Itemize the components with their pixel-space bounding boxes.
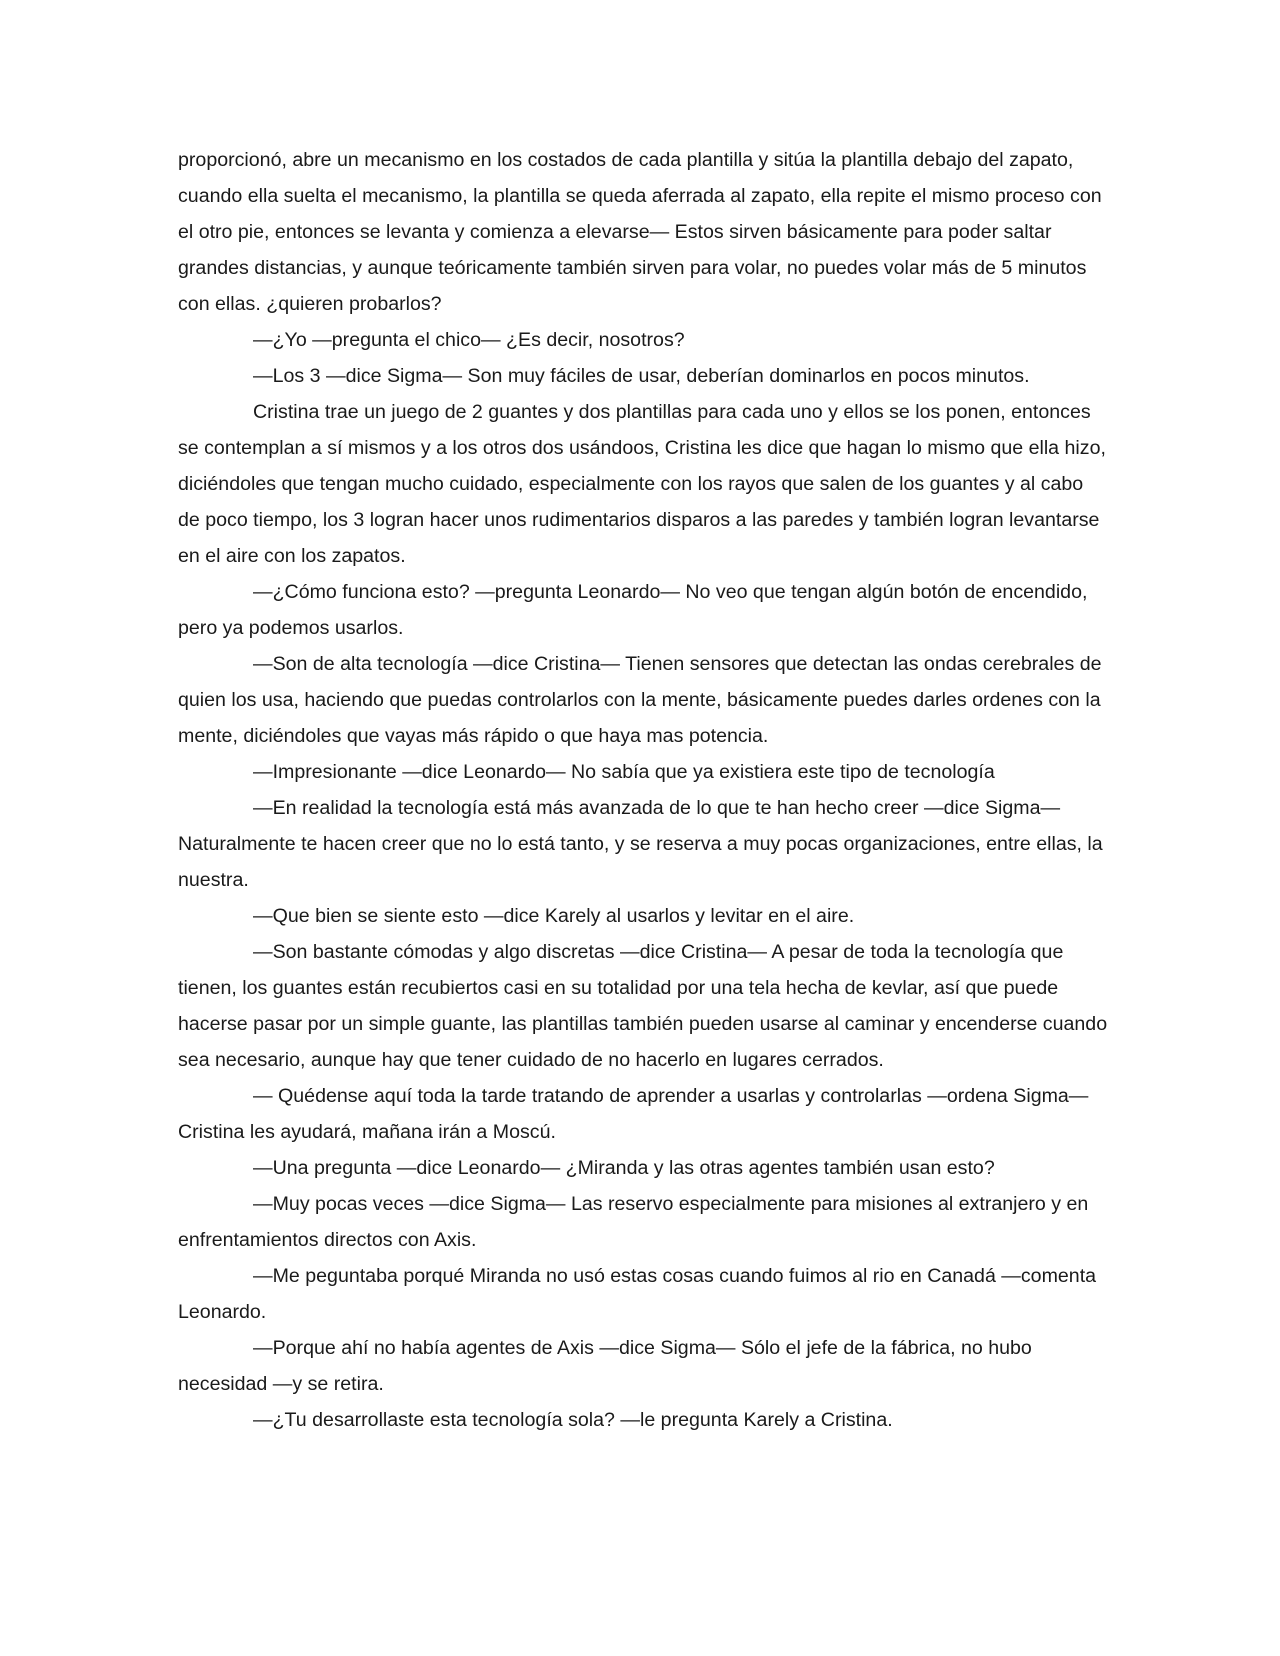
paragraph: —Los 3 —dice Sigma— Son muy fáciles de usar, deberían dominarlos en pocos minutos. bbox=[253, 365, 1030, 387]
paragraph: —Que bien se siente esto —dice Karely al usarlos y levitar en el aire. bbox=[253, 905, 855, 927]
paragraph: —Porque ahí no había agentes de Axis —dice Sigma— Sólo el jefe de la fábrica, no hubo necesidad —y se retira. bbox=[178, 1337, 1032, 1395]
paragraph: —¿Cómo funciona esto? —pregunta Leonardo— No veo que tengan algún botón de encendido, pero ya podemos usarlos. bbox=[178, 581, 1088, 639]
paragraph: —¿Yo —pregunta el chico— ¿Es decir, nosotros? bbox=[253, 329, 685, 351]
paragraph: proporcionó, abre un mecanismo en los costados de cada plantilla y sitúa la plantilla debajo del zapato, cuando ella suelta el mecanismo, la plantilla se queda aferrada al zapato, ella repite el mismo proceso con el otro pie, entonces se levanta y comienza a elevarse— Estos sirven básicamente para poder saltar grandes distancias, y aunque teóricamente también sirven para volar, no puedes volar más de 5 minutos con ellas. ¿quieren probarlos? bbox=[178, 149, 1102, 315]
paragraph: —¿Tu desarrollaste esta tecnología sola? —le pregunta Karely a Cristina. bbox=[253, 1409, 893, 1431]
document-body bbox=[178, 142, 1108, 1438]
paragraph: —Una pregunta —dice Leonardo— ¿Miranda y las otras agentes también usan esto? bbox=[253, 1157, 995, 1179]
paragraph: Cristina trae un juego de 2 guantes y dos plantillas para cada uno y ellos se los ponen, entonces se contemplan a sí mismos y a los otros dos usándoos, Cristina les dice que hagan lo mismo que ella hizo, diciéndoles que tengan mucho cuidado, especialmente con los rayos que salen de los guantes y al cabo de poco tiempo, los 3 logran hacer unos rudimentarios disparos a las paredes y también logran levantarse en el aire con los zapatos. bbox=[178, 401, 1106, 567]
paragraph: —Son bastante cómodas y algo discretas —dice Cristina— A pesar de toda la tecnología que tienen, los guantes están recubiertos casi en su totalidad por una tela hecha de kevlar, así que puede hacerse pasar por un simple guante, las plantillas también pueden usarse al caminar y encenderse cuando sea necesario, aunque hay que tener cuidado de no hacerlo en lugares cerrados. bbox=[178, 941, 1108, 1071]
paragraph: —Me peguntaba porqué Miranda no usó estas cosas cuando fuimos al rio en Canadá —comenta Leonardo. bbox=[178, 1265, 1097, 1323]
paragraph: —Muy pocas veces —dice Sigma— Las reservo especialmente para misiones al extranjero y en enfrentamientos directos con Axis. bbox=[178, 1193, 1089, 1251]
paragraph: —Impresionante —dice Leonardo— No sabía que ya existiera este tipo de tecnología bbox=[253, 761, 995, 783]
paragraph: —En realidad la tecnología está más avanzada de lo que te han hecho creer —dice Sigma— Naturalmente te hacen creer que no lo está tanto, y se reserva a muy pocas organizaciones, entre ellas, la nuestra. bbox=[178, 797, 1103, 891]
paragraph: — Quédense aquí toda la tarde tratando de aprender a usarlas y controlarlas —ordena Sigma— Cristina les ayudará, mañana irán a Moscú. bbox=[178, 1085, 1089, 1143]
paragraph: —Son de alta tecnología —dice Cristina— Tienen sensores que detectan las ondas cerebrales de quien los usa, haciendo que puedas controlarlos con la mente, básicamente puedes darles ordenes con la mente, diciéndoles que vayas más rápido o que haya mas potencia. bbox=[178, 653, 1102, 747]
